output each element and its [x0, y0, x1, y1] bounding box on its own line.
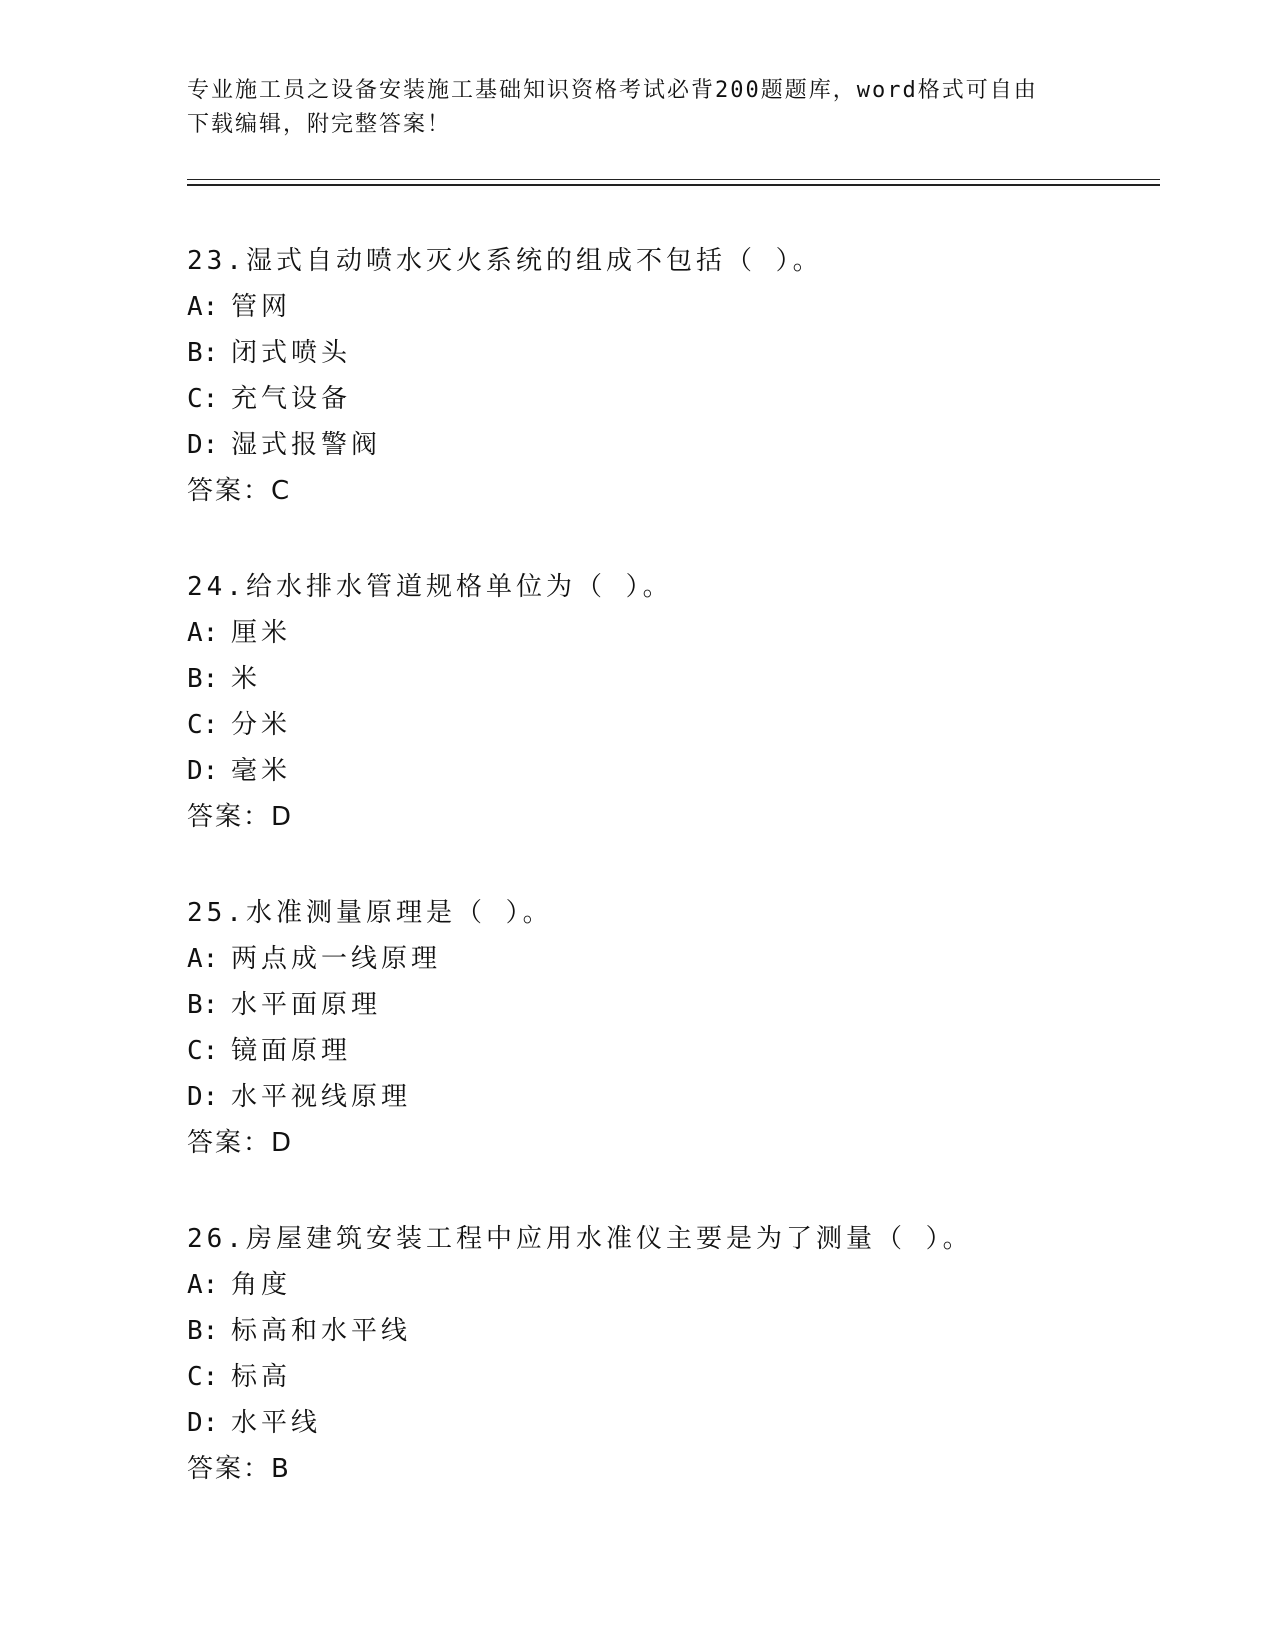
header-divider-top	[187, 179, 1160, 180]
option-text: 毫米	[231, 756, 292, 786]
option-text: 分米	[231, 710, 292, 740]
answer-line: 答案：B	[187, 1454, 291, 1484]
question-stem: 25.水准测量原理是（ ）。	[187, 898, 553, 928]
option-letter: D:	[187, 1082, 219, 1112]
option-a	[187, 610, 1167, 656]
header-line-2: 下载编辑，附完整答案！	[187, 112, 452, 137]
option-text: 水平视线原理	[231, 1082, 412, 1112]
option-b	[187, 1308, 1167, 1354]
option-b	[187, 330, 1167, 376]
answer-line: 答案：D	[187, 802, 294, 832]
header-divider-bottom	[187, 184, 1160, 186]
option-letter: A:	[187, 944, 219, 974]
option-letter: C:	[187, 1362, 219, 1392]
option-letter: A:	[187, 292, 219, 322]
option-text: 湿式报警阀	[231, 430, 382, 460]
option-letter: A:	[187, 618, 219, 648]
option-d	[187, 1400, 1167, 1446]
option-letter: B:	[187, 1316, 219, 1346]
header-line-1: 专业施工员之设备安装施工基础知识资格考试必背200题题库，word格式可自由	[187, 78, 1038, 103]
question-list	[187, 238, 1167, 1542]
option-c	[187, 702, 1167, 748]
question-23	[187, 238, 1167, 514]
question-25	[187, 890, 1167, 1166]
option-letter: C:	[187, 710, 219, 740]
document-header	[187, 74, 1087, 142]
option-text: 角度	[231, 1270, 292, 1300]
option-letter: B:	[187, 338, 219, 368]
option-a	[187, 1262, 1167, 1308]
option-text: 两点成一线原理	[231, 944, 442, 974]
option-a	[187, 936, 1167, 982]
option-letter: C:	[187, 384, 219, 414]
option-c	[187, 376, 1167, 422]
option-letter: D:	[187, 756, 219, 786]
option-d	[187, 748, 1167, 794]
option-letter: D:	[187, 1408, 219, 1438]
option-text: 管网	[231, 292, 292, 322]
question-24	[187, 564, 1167, 840]
option-letter: D:	[187, 430, 219, 460]
option-text: 充气设备	[231, 384, 352, 414]
option-d	[187, 1074, 1167, 1120]
option-text: 镜面原理	[231, 1036, 352, 1066]
question-stem: 26.房屋建筑安装工程中应用水准仪主要是为了测量（ ）。	[187, 1224, 973, 1254]
question-stem: 24.给水排水管道规格单位为（ ）。	[187, 572, 673, 602]
question-stem: 23.湿式自动喷水灭火系统的组成不包括（ ）。	[187, 246, 823, 276]
option-text: 厘米	[231, 618, 292, 648]
option-b	[187, 656, 1167, 702]
option-c	[187, 1028, 1167, 1074]
option-text: 米	[231, 664, 262, 694]
option-text: 水平线	[231, 1408, 322, 1438]
option-letter: A:	[187, 1270, 219, 1300]
option-letter: C:	[187, 1036, 219, 1066]
answer-line: 答案：D	[187, 1128, 294, 1158]
option-b	[187, 982, 1167, 1028]
option-letter: B:	[187, 664, 219, 694]
option-a	[187, 284, 1167, 330]
option-c	[187, 1354, 1167, 1400]
option-text: 标高和水平线	[231, 1316, 412, 1346]
question-26	[187, 1216, 1167, 1492]
answer-line: 答案：C	[187, 476, 292, 506]
option-text: 水平面原理	[231, 990, 382, 1020]
option-text: 闭式喷头	[231, 338, 352, 368]
option-text: 标高	[231, 1362, 292, 1392]
option-letter: B:	[187, 990, 219, 1020]
option-d	[187, 422, 1167, 468]
